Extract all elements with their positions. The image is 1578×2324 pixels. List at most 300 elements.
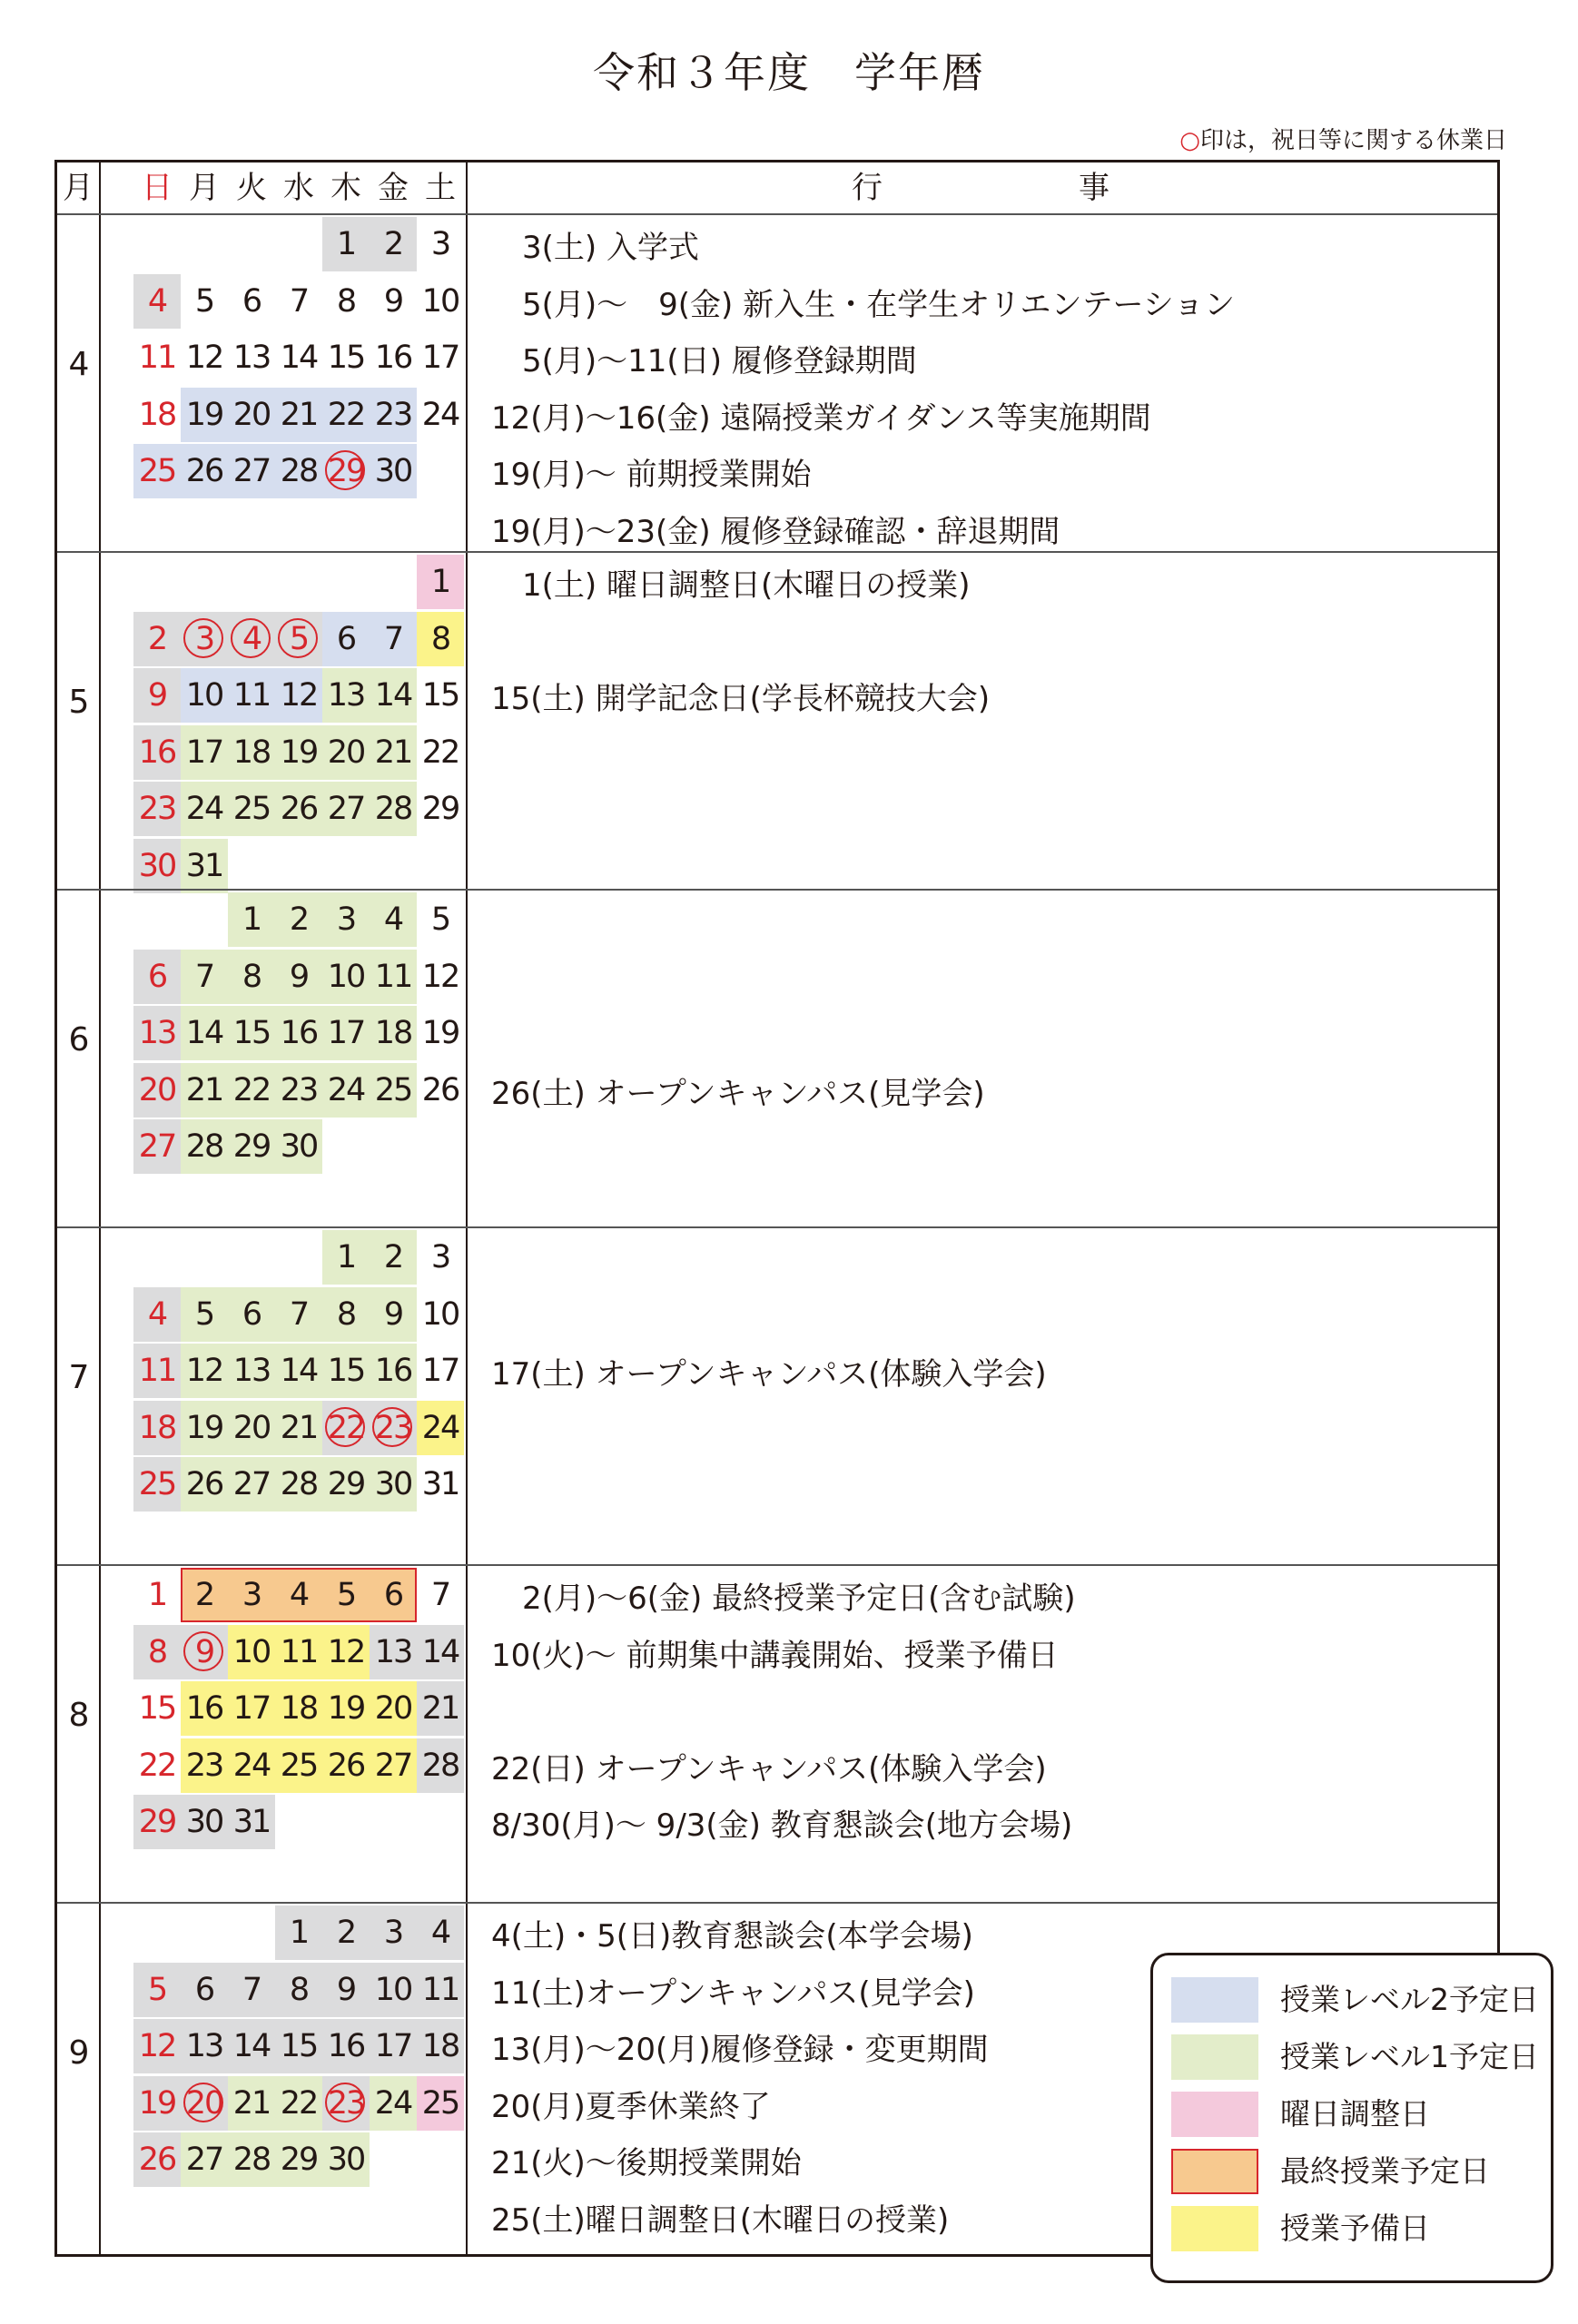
calendar-day (370, 1230, 417, 1285)
day-number: 26 (185, 453, 223, 489)
calendar-day (228, 1457, 275, 1512)
header-events-1: 行 (852, 170, 883, 206)
event-item: 2(月)～6(金) 最終授業予定日(含む試験) (491, 1581, 1076, 1617)
calendar-day (275, 2132, 322, 2187)
calendar-day (322, 1963, 370, 2017)
event-item: 21(火)～後期授業開始 (491, 2145, 802, 2181)
calendar-day (275, 1625, 322, 1679)
calendar-day (228, 1006, 275, 1060)
day-number: 24 (374, 2084, 412, 2122)
calendar-day (370, 2076, 417, 2131)
day-number: 1 (289, 1915, 309, 1951)
academic-calendar-table (54, 160, 1500, 2257)
calendar-day (181, 388, 228, 442)
month-number: 7 (68, 1359, 90, 1396)
calendar-day (417, 1401, 464, 1455)
day-number: 26 (421, 1071, 459, 1108)
event-item: 10(火)～ 前期集中講義開始、授業予備日 (491, 1637, 1059, 1674)
day-number: 8 (147, 1633, 167, 1670)
day-number: 7 (242, 1971, 261, 2008)
day-number: 28 (280, 453, 318, 489)
calendar-day (133, 1963, 181, 2017)
day-number: 3 (430, 1239, 450, 1275)
event-item: 5(月)～11(日) 履修登録期間 (491, 343, 917, 379)
calendar-day (322, 2076, 370, 2131)
calendar-day (322, 330, 370, 385)
weekday-header-2: 火 (236, 170, 267, 206)
calendar-day (370, 668, 417, 723)
day-number: 27 (327, 791, 365, 827)
calendar-day (417, 725, 464, 780)
calendar-day (275, 892, 322, 947)
calendar-day (370, 782, 417, 836)
event-item: 13(月)～20(月)履修登録・変更期間 (491, 2032, 989, 2068)
calendar-day (133, 1063, 181, 1118)
calendar-day (228, 1063, 275, 1118)
calendar-day (133, 1401, 181, 1455)
legend (1150, 1953, 1553, 2283)
calendar-day (322, 217, 370, 271)
day-number: 12 (185, 340, 223, 376)
day-number: 24 (327, 1071, 365, 1108)
calendar-day (322, 1063, 370, 1118)
calendar-day (181, 1119, 228, 1174)
day-number: 5 (289, 620, 309, 657)
calendar-day (181, 1287, 228, 1342)
day-number: 30 (280, 1128, 318, 1165)
day-number: 21 (374, 734, 412, 771)
day-number: 22 (232, 1071, 271, 1108)
day-number: 28 (421, 1747, 459, 1784)
event-item: 1(土) 曜日調整日(木曜日の授業) (491, 567, 971, 604)
calendar-day (275, 612, 322, 666)
header-events-2: 事 (1079, 170, 1110, 206)
month-divider (57, 1564, 1497, 1566)
calendar-day (133, 839, 181, 893)
calendar-day (417, 1681, 464, 1736)
day-number: 13 (327, 677, 365, 714)
day-number: 6 (242, 282, 261, 320)
day-number: 10 (185, 677, 223, 714)
holiday-note (1179, 122, 1507, 155)
calendar-day (181, 1344, 228, 1398)
day-number: 12 (138, 2028, 176, 2064)
calendar-day (181, 782, 228, 836)
calendar-day (133, 444, 181, 498)
day-number: 2 (289, 901, 309, 938)
event-item: 8/30(月)～ 9/3(金) 教育懇談会(地方会場) (491, 1807, 1073, 1844)
calendar-day (133, 782, 181, 836)
day-number: 15 (421, 677, 459, 714)
day-number: 20 (232, 1409, 271, 1446)
calendar-day (133, 1625, 181, 1679)
day-number: 7 (289, 282, 309, 320)
day-number: 22 (280, 2084, 318, 2122)
calendar-day (417, 1063, 464, 1118)
calendar-day (322, 1006, 370, 1060)
calendar-day (417, 274, 464, 329)
day-number: 31 (421, 1466, 459, 1502)
calendar-day (133, 2019, 181, 2073)
calendar-day (228, 1401, 275, 1455)
day-number: 2 (336, 1915, 356, 1951)
day-number: 20 (185, 2084, 223, 2122)
day-number: 8 (289, 1971, 309, 2008)
legend-swatch (1171, 1977, 1258, 2023)
legend-label: 授業予備日 (1280, 2211, 1430, 2246)
calendar-day (322, 1230, 370, 1285)
day-number: 16 (138, 734, 176, 771)
day-number: 10 (327, 958, 365, 995)
day-number: 30 (374, 453, 412, 489)
calendar-day (228, 2076, 275, 2131)
legend-label: 授業レベル1予定日 (1280, 2039, 1539, 2074)
day-number: 24 (421, 1409, 459, 1446)
day-number: 29 (232, 1128, 271, 1165)
weekday-header-0: 日 (142, 170, 173, 206)
day-number: 20 (232, 396, 271, 433)
month-divider (57, 889, 1497, 891)
calendar-day (275, 1006, 322, 1060)
calendar-day (370, 1006, 417, 1060)
day-number: 29 (327, 1466, 365, 1502)
calendar-day (181, 1738, 228, 1793)
legend-item (1171, 2149, 1534, 2194)
calendar-column-divider (466, 162, 468, 2254)
day-number: 5 (336, 1577, 356, 1613)
day-number: 19 (327, 1690, 365, 1727)
calendar-day (322, 1905, 370, 1960)
calendar-day (181, 2132, 228, 2187)
day-number: 29 (280, 2142, 318, 2178)
day-number: 7 (194, 958, 214, 995)
calendar-day (417, 388, 464, 442)
day-number: 31 (185, 847, 223, 884)
calendar-day (275, 388, 322, 442)
legend-item (1171, 1977, 1539, 2023)
calendar-day (133, 1344, 181, 1398)
calendar-day (322, 1401, 370, 1455)
day-number: 30 (327, 2142, 365, 2178)
calendar-day (275, 274, 322, 329)
day-number: 13 (185, 2028, 223, 2064)
day-number: 18 (280, 1690, 318, 1727)
day-number: 17 (185, 734, 223, 771)
day-number: 23 (327, 2084, 365, 2122)
day-number: 24 (185, 791, 223, 827)
day-number: 15 (232, 1015, 271, 1051)
calendar-day (370, 1344, 417, 1398)
day-number: 9 (147, 677, 167, 714)
day-number: 22 (327, 1409, 365, 1446)
calendar-day (370, 1738, 417, 1793)
day-number: 12 (185, 1353, 223, 1389)
calendar-day (133, 1795, 181, 1849)
day-number: 10 (374, 1971, 412, 2008)
calendar-day (322, 1681, 370, 1736)
calendar-day (133, 1457, 181, 1512)
calendar-day (370, 2019, 417, 2073)
day-number: 26 (138, 2142, 176, 2178)
day-number: 10 (421, 282, 459, 320)
calendar-day (133, 950, 181, 1004)
calendar-day (370, 1401, 417, 1455)
calendar-day (228, 1287, 275, 1342)
calendar-day (417, 1457, 464, 1512)
day-number: 14 (421, 1633, 459, 1670)
day-number: 6 (147, 958, 167, 995)
day-number: 4 (430, 1915, 450, 1951)
day-number: 22 (138, 1747, 176, 1784)
calendar-day (322, 274, 370, 329)
calendar-day (181, 1401, 228, 1455)
day-number: 17 (232, 1690, 271, 1727)
day-number: 21 (421, 1690, 459, 1727)
calendar-day (228, 782, 275, 836)
calendar-day (133, 1287, 181, 1342)
calendar-day (322, 1457, 370, 1512)
day-number: 3 (383, 1915, 403, 1951)
day-number: 29 (421, 791, 459, 827)
calendar-day (181, 1063, 228, 1118)
calendar-day (181, 274, 228, 329)
day-number: 18 (138, 396, 176, 433)
day-number: 19 (421, 1015, 459, 1051)
calendar-day (275, 1457, 322, 1512)
month-number: 8 (68, 1697, 90, 1734)
day-number: 29 (138, 1804, 176, 1840)
day-number: 28 (374, 791, 412, 827)
calendar-day (181, 2076, 228, 2131)
calendar-day (417, 1963, 464, 2017)
event-item: 19(月)～23(金) 履修登録確認・辞退期間 (491, 513, 1060, 550)
day-number: 10 (421, 1295, 459, 1333)
day-number: 25 (232, 791, 271, 827)
calendar-day (322, 1625, 370, 1679)
day-number: 20 (374, 1690, 412, 1727)
day-number: 13 (374, 1633, 412, 1670)
calendar-day (133, 1738, 181, 1793)
day-number: 22 (327, 396, 365, 433)
day-number: 20 (138, 1071, 176, 1108)
legend-label: 曜日調整日 (1280, 2096, 1430, 2132)
calendar-day (370, 1063, 417, 1118)
calendar-day (133, 2076, 181, 2131)
day-number: 21 (280, 396, 318, 433)
day-number: 25 (421, 2084, 459, 2122)
day-number: 11 (421, 1971, 459, 2008)
calendar-day (370, 217, 417, 271)
header-month: 月 (63, 170, 94, 206)
calendar-day (370, 388, 417, 442)
day-number: 9 (383, 282, 403, 320)
day-number: 3 (194, 620, 214, 657)
day-number: 11 (138, 1353, 176, 1389)
day-number: 11 (138, 340, 176, 376)
day-number: 13 (138, 1015, 176, 1051)
day-number: 20 (327, 734, 365, 771)
day-number: 9 (336, 1971, 356, 2008)
calendar-day (417, 1738, 464, 1793)
day-number: 5 (194, 282, 214, 320)
calendar-day (181, 1681, 228, 1736)
day-number: 21 (280, 1409, 318, 1446)
event-item: 15(土) 開学記念日(学長杯競技大会) (491, 681, 991, 717)
calendar-day (275, 725, 322, 780)
day-number: 15 (327, 340, 365, 376)
day-number: 24 (232, 1747, 271, 1784)
day-number: 3 (336, 901, 356, 938)
calendar-day (417, 1230, 464, 1285)
day-number: 14 (232, 2028, 271, 2064)
calendar-day (133, 725, 181, 780)
legend-item (1171, 2034, 1539, 2080)
day-number: 13 (232, 340, 271, 376)
calendar-day (228, 950, 275, 1004)
calendar-day (228, 1681, 275, 1736)
event-item: 4(土)・5(日)教育懇談会(本学会場) (491, 1918, 973, 1955)
day-number: 6 (336, 620, 356, 657)
day-number: 12 (327, 1633, 365, 1670)
page-title: 令和３年度 学年暦 (593, 48, 985, 97)
day-number: 18 (374, 1015, 412, 1051)
calendar-day (228, 1119, 275, 1174)
day-number: 16 (185, 1690, 223, 1727)
event-item: 5(月)～ 9(金) 新入生・在学生オリエンテーション (491, 286, 1236, 323)
calendar-day (228, 2019, 275, 2073)
calendar-day (275, 444, 322, 498)
calendar-day (322, 782, 370, 836)
day-number: 27 (232, 1466, 271, 1502)
event-item: 19(月)～ 前期授業開始 (491, 457, 812, 493)
calendar-day (133, 668, 181, 723)
month-divider (57, 1226, 1497, 1228)
day-number: 27 (232, 453, 271, 489)
calendar-day (181, 1625, 228, 1679)
legend-label: 最終授業予定日 (1280, 2153, 1490, 2189)
month-number: 4 (68, 346, 90, 383)
day-number: 14 (280, 1353, 318, 1389)
calendar-day (275, 950, 322, 1004)
day-number: 30 (185, 1804, 223, 1840)
calendar-day (322, 668, 370, 723)
month-divider (57, 1902, 1497, 1904)
day-number: 4 (147, 282, 167, 320)
weekday-header-1: 月 (189, 170, 220, 206)
day-number: 24 (421, 396, 459, 433)
day-number: 15 (280, 2028, 318, 2064)
legend-swatch (1171, 2206, 1258, 2251)
day-number: 5 (194, 1295, 214, 1333)
calendar-day (322, 950, 370, 1004)
day-number: 15 (138, 1690, 176, 1727)
day-number: 2 (383, 1239, 403, 1275)
calendar-day (228, 330, 275, 385)
day-number: 9 (383, 1295, 403, 1333)
day-number: 21 (185, 1071, 223, 1108)
day-number: 28 (280, 1466, 318, 1502)
day-number: 19 (185, 396, 223, 433)
day-number: 1 (336, 226, 356, 262)
calendar-day (133, 2132, 181, 2187)
day-number: 4 (383, 901, 403, 938)
day-number: 2 (383, 226, 403, 262)
calendar-day (133, 1681, 181, 1736)
calendar-day (275, 2019, 322, 2073)
calendar-day (133, 330, 181, 385)
day-number: 26 (327, 1747, 365, 1784)
calendar-day (370, 1287, 417, 1342)
day-number: 23 (280, 1071, 318, 1108)
month-number: 5 (68, 684, 90, 721)
calendar-day (181, 612, 228, 666)
day-number: 11 (374, 958, 412, 995)
calendar-day (417, 892, 464, 947)
calendar-day (417, 1287, 464, 1342)
day-number: 3 (242, 1577, 261, 1613)
calendar-day (417, 1625, 464, 1679)
day-number: 8 (336, 1295, 356, 1333)
day-number: 6 (242, 1295, 261, 1333)
calendar-day (322, 1738, 370, 1793)
month-column-divider (99, 162, 101, 2254)
day-number: 12 (421, 958, 459, 995)
day-number: 18 (421, 2028, 459, 2064)
calendar-day (275, 1905, 322, 1960)
calendar-day (417, 1344, 464, 1398)
calendar-day (133, 388, 181, 442)
calendar-day (275, 2076, 322, 2131)
day-number: 30 (138, 847, 176, 884)
event-item: 22(日) オープンキャンパス(体験入学会) (491, 1750, 1047, 1787)
day-number: 12 (280, 677, 318, 714)
calendar-day (181, 1795, 228, 1849)
legend-swatch (1171, 2092, 1258, 2137)
day-number: 17 (374, 2028, 412, 2064)
day-number: 25 (374, 1071, 412, 1108)
day-number: 15 (327, 1353, 365, 1389)
calendar-day (417, 612, 464, 666)
weekday-header-5: 金 (378, 170, 409, 206)
day-number: 26 (185, 1466, 223, 1502)
day-number: 22 (421, 734, 459, 771)
day-number: 4 (242, 620, 261, 657)
day-number: 13 (232, 1353, 271, 1389)
calendar-day (228, 444, 275, 498)
circle-mark-icon: ○ (1179, 127, 1200, 154)
day-number: 14 (374, 677, 412, 714)
calendar-day (228, 1625, 275, 1679)
calendar-day (133, 1568, 181, 1622)
day-number: 28 (185, 1128, 223, 1165)
calendar-day (370, 1681, 417, 1736)
calendar-day (275, 782, 322, 836)
calendar-day (275, 330, 322, 385)
month-divider (57, 551, 1497, 553)
calendar-day (133, 1119, 181, 1174)
calendar-day (370, 444, 417, 498)
event-item: 25(土)曜日調整日(木曜日の授業) (491, 2201, 950, 2239)
day-number: 16 (374, 340, 412, 376)
calendar-day (228, 612, 275, 666)
calendar-day (228, 892, 275, 947)
calendar-day (181, 950, 228, 1004)
day-number: 23 (185, 1747, 223, 1784)
day-number: 26 (280, 791, 318, 827)
calendar-day (322, 1344, 370, 1398)
calendar-day (181, 1457, 228, 1512)
calendar-day (322, 388, 370, 442)
